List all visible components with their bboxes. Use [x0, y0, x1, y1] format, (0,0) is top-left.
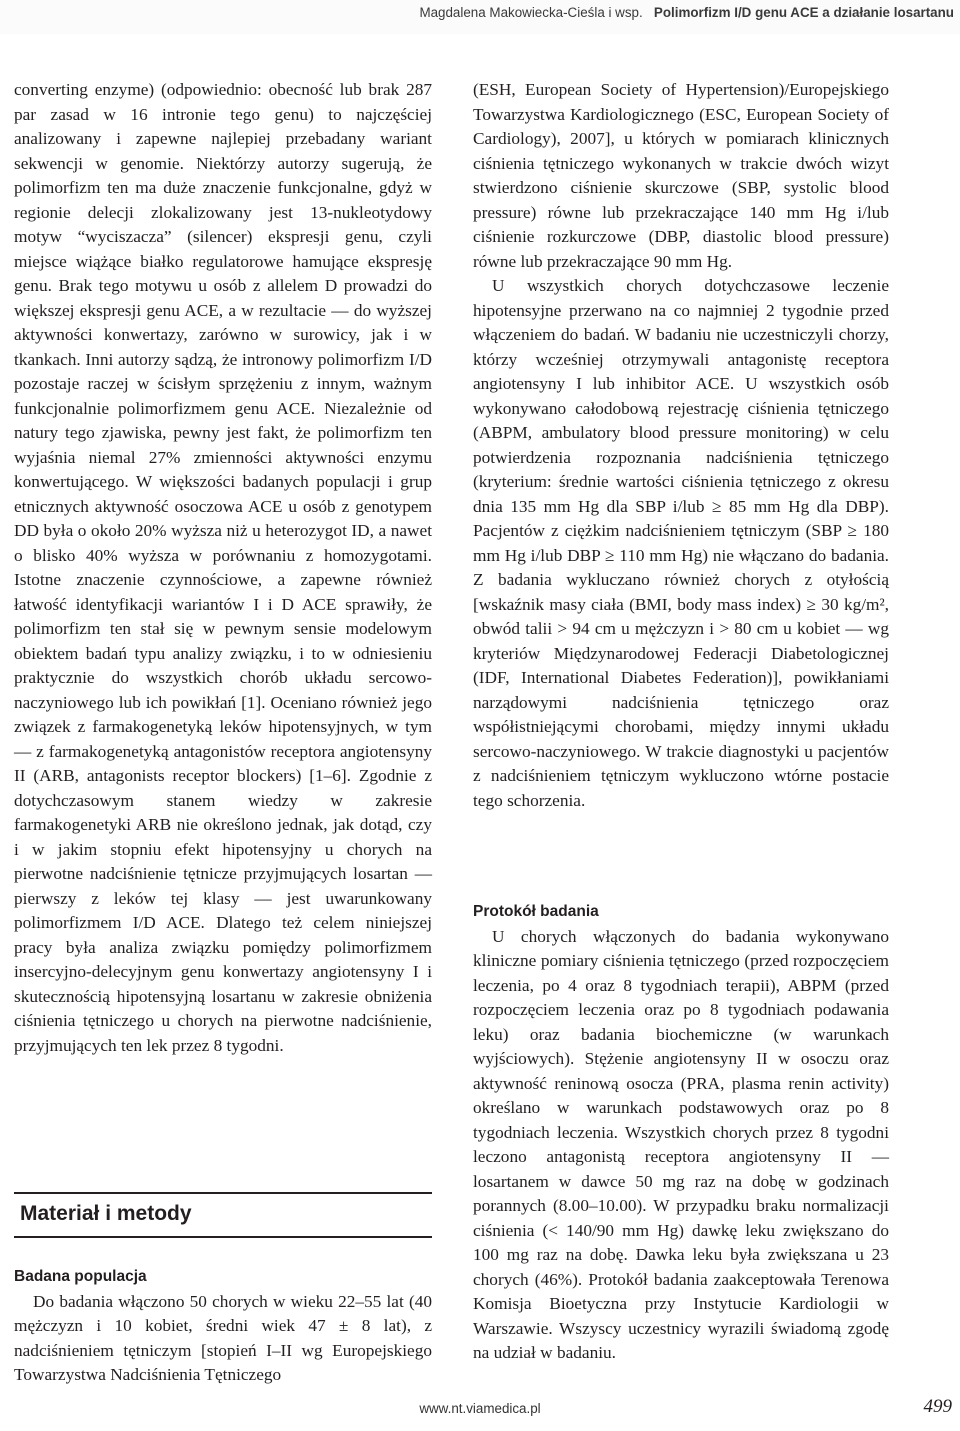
subheading-population: Badana populacja [14, 1268, 147, 1285]
section-title: Materiał i metody [20, 1202, 192, 1225]
left-paragraph: converting enzyme) (odpowiednio: obecność lub brak 287 par zasad w 16 intronie tego genu) to najczęściej analizowany i zapewne najlepiej przebadany wariant sekwencji w genomie. Niektórzy autorzy sugerują, że polimorfizm ten ma duże znaczenie funkcjonalne, gdyż w regionie delecji zlokalizowany jest 13-nukleotydowy motyw “wyciszacza” (silencer) ekspresji genu, czyli miejsce wiążące białko regulatorowe hamujące ekspresję genu. Brak tego motywu u osób z allelem D prowadzi do większej ekspresji genu ACE, a w rezultacie — do wyższej aktywności konwertazy, zarówno w surowicy, jak i w tkankach. Inni autorzy sądzą, że intronowy polimorfizm I/D pozostaje raczej w ścisłym sprzężeniu z innym, ważnym funkcjonalnie polimorfizmem genu ACE. Niezależnie od natury tego zjawiska, pewny jest fakt, że polimorfizm ten wyjaśnia niemal 27% zmienności aktywności enzymu konwertującego. W większości badanych populacji i grup etnicznych aktywność osoczowa ACE u osób z genotypem DD była o około 20% wyższa niż u heterozygot ID, a nawet o blisko 40% wyższa w porównaniu z homozygotami. Istotne znaczenie czynnościowe, a zapewne również łatwość identyfikacji wariantów I i D ACE sprawiły, że polimorfizm ten stał się w pewnym sensie modelowym obiektem badań typu analizy związku, i to w odniesieniu praktycznie do wszystkich chorób układu sercowo-naczyniowego lub ich powikłań [1]. Oceniano również jego związek z farmakogenetyką leków hipotensyjnych, w tym — z farmakogenetyką antagonistów receptora angiotensyny II (ARB, antagonists receptor blockers) [1–6]. Zgodnie z dotychczasowym stanem wiedzy w zakresie farmakogenetyki ARB nie określono jednak, jak dotąd, czy i w jakim stopniu efekt hipotensyjny u chorych na pierwotne nadciśnienie tętnicze przyjmujących losartan — pierwszy z leków tej klasy — jest uwarunkowany polimorfizmem I/D ACE. Dlatego też celem niniejszej pracy była analiza związku pomiędzy polimorfizmem insercyjno-delecyjnym genu konwertazy angiotensyny I i skutecznością hipotensyjną losartanu w zakresie obniżenia ciśnienia tętniczego u chorych na pierwotne nadciśnienie, przyjmujących ten lek przez 8 tygodni. [14, 80, 432, 1055]
left-column-lower [14, 1265, 432, 1388]
running-head-title: Polimorfizm I/D genu ACE a działanie losartanu [653, 5, 954, 20]
running-head-authors: Magdalena Makowiecka-Cieśla i wsp. [419, 5, 643, 20]
protocol-paragraph: U chorych włączonych do badania wykonywano kliniczne pomiary ciśnienia tętniczego (przed rozpoczęciem leczenia, po 4 oraz 8 tygodniach terapii), ABPM (przed rozpoczęciem leczenia oraz po 8 tygodniach podawania leku) oraz badania biochemiczne (w warunkach wyjściowych). Stężenie angiotensyny II w osoczu oraz aktywność reninową osocza (PRA, plasma renin activity) określano w warunkach podstawowych oraz po 8 tygodniach leczenia. Wszystkich chorych przez 8 tygodni leczono antagonistą receptora angiotensyny II — losartanem w dawce 50 mg raz na dobę w godzinach porannych (8.00–10.00). W przypadku braku normalizacji ciśnienia (< 140/90 mm Hg) dawkę leku zwiększano do 100 mg raz na dobę. Dawka leku była zwiększana u 23 chorych (46%). Protokół badania zaakceptowała Terenowa Komisja Bioetyczna przy Instytucie Kardiologii w Warszawie. Wszyscy uczestnicy wyrazili świadomą zgodę na udział w badaniu. [473, 926, 889, 1362]
right-paragraph-1: (ESH, European Society of Hypertension)/Europejskiego Towarzystwa Kardiologicznego (ESC, European Society of Cardiology), 2007], u których w pomiarach klinicznych ciśnienia tętniczego wykonanych w trakcie dwóch wizyt stwierdzono ciśnienie skurczowe (SBP, systolic blood pressure) równe lub przekraczające 140 mm Hg i/lub ciśnienie rozkurczowe (DBP, diastolic blood pressure) równe lub przekraczające 90 mm Hg. [473, 80, 889, 271]
footer-url[interactable]: www.nt.viamedica.pl [419, 1401, 541, 1416]
right-column [473, 78, 889, 813]
running-head [419, 0, 954, 26]
population-paragraph: Do badania włączono 50 chorych w wieku 22–55 lat (40 mężczyzn i 10 kobiet, średni wiek 47 ± 8 lat), z nadciśnieniem tętniczym [stopień I–II wg Europejskiego Towarzystwa Nadciśnienia Tętniczego [14, 1291, 432, 1384]
left-column [14, 78, 432, 1058]
subheading-protocol: Protokół badania [473, 903, 599, 920]
section-title-box [14, 1192, 432, 1238]
right-paragraph-2: U wszystkich chorych dotychczasowe leczenie hipotensyjne przerwano na co najmniej 2 tygodnie przed włączeniem do badań. W badaniu nie uczestniczyli chorzy, którzy wcześniej otrzymywali antagonistę receptora angiotensyny I lub inhibitor ACE. U wszystkich osób wykonywano całodobową rejestrację ciśnienia tętniczego (ABPM, ambulatory blood pressure monitoring) w celu potwierdzenia rozpoznania nadciśnienia tętniczego (kryterium: średnie wartości ciśnienia tętniczego z okresu dnia 135 mm Hg dla SBP i/lub ≥ 85 mm Hg dla DBP). Pacjentów z ciężkim nadciśnieniem tętniczym (SBP ≥ 180 mm Hg i/lub DBP ≥ 110 mm Hg) nie włączano do badania. Z badania wykluczano również chorych z otyłością [wskaźnik masy ciała (BMI, body mass index) ≥ 30 kg/m², obwód talii > 94 cm u mężczyzn i > 80 cm u kobiet — wg kryteriów Międzynarodowej Federacji Diabetologicznej (IDF, International Diabetes Federation)], powikłaniami narządowymi nadciśnienia tętniczego oraz współistniejącymi chorobami, między innymi układu sercowo-naczyniowego. W trakcie diagnostyki u pacjentów z nadciśnieniem tętniczym wykluczono wtórne postacie tego schorzenia. [473, 276, 889, 810]
page-number: 499 [923, 1396, 952, 1417]
right-column-lower [473, 900, 889, 1366]
